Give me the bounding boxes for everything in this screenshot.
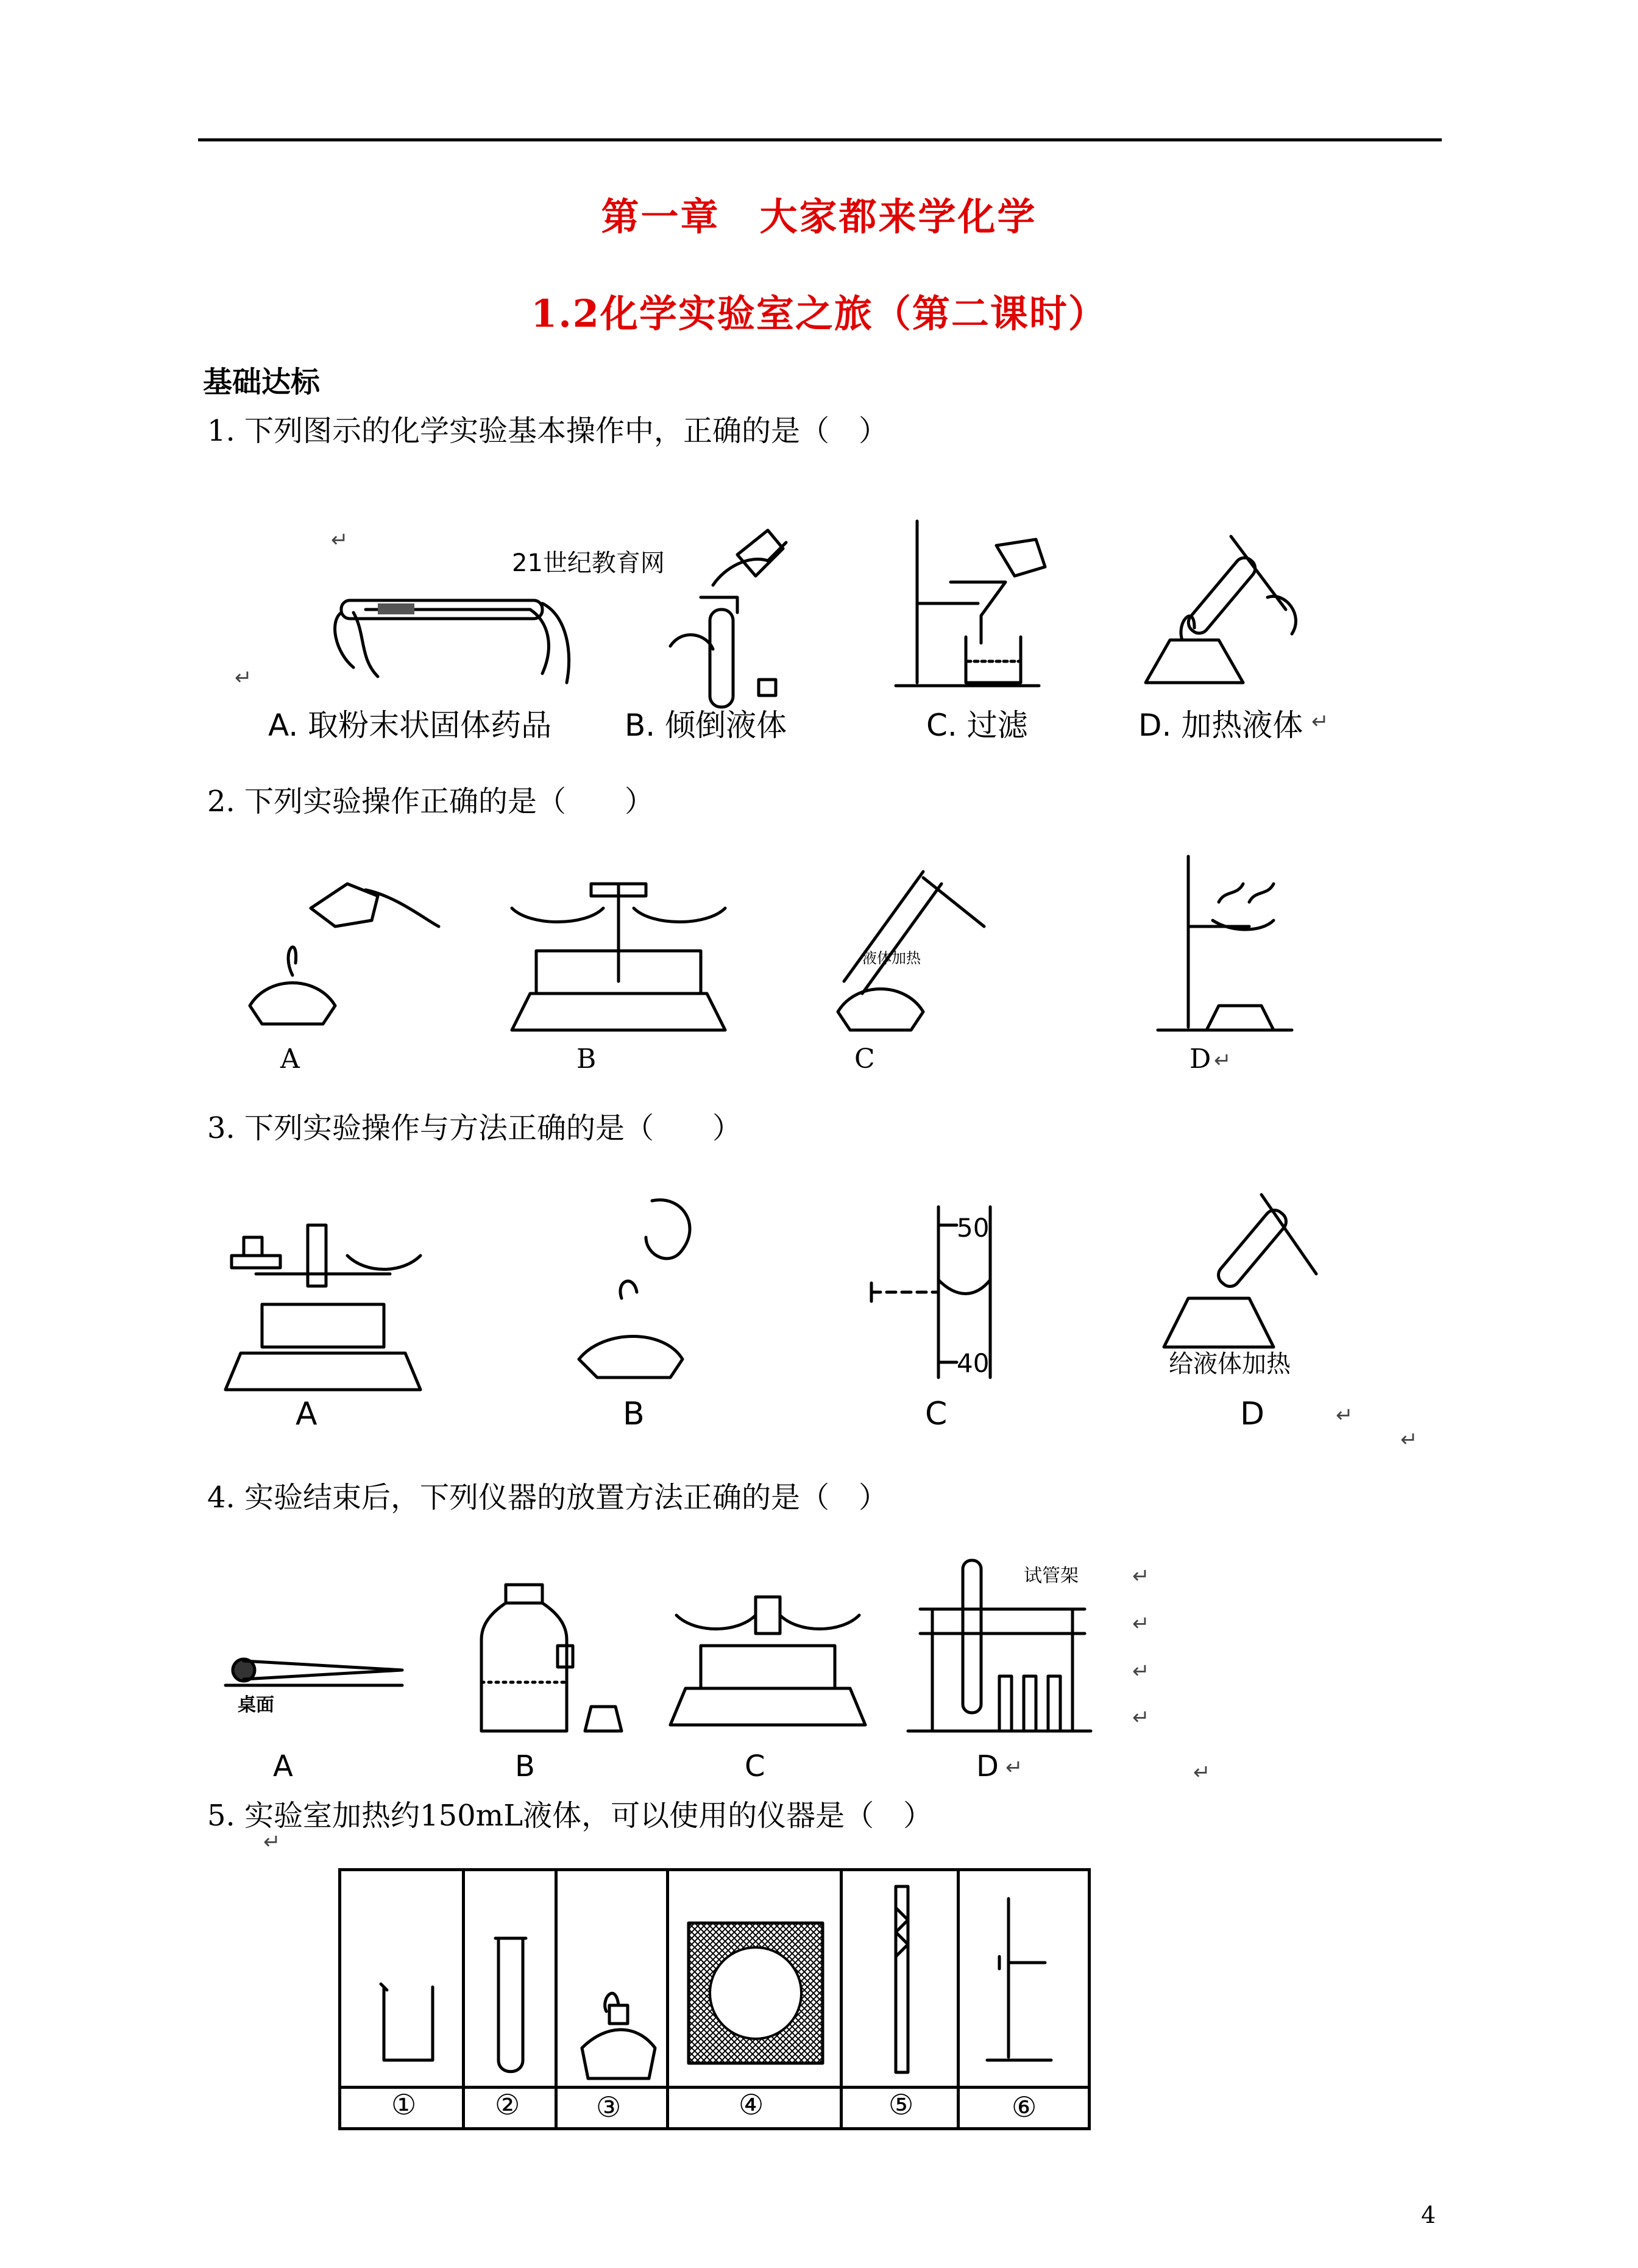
q2-option-b: B — [576, 1043, 597, 1075]
return-mark: ↵ — [331, 528, 349, 552]
question-5: 5. 实验室加热约150mL液体，可以使用的仪器是（ ） — [207, 1799, 933, 1833]
q4-tube-rack-label: 试管架 — [1024, 1565, 1079, 1587]
figure-1c-filtration — [893, 515, 1088, 698]
q3-option-c: C — [925, 1396, 948, 1432]
return-mark: ↵ — [1132, 1659, 1150, 1683]
q3-option-d: D — [1240, 1396, 1265, 1432]
question-3: 3. 下列实验操作与方法正确的是（ ） — [207, 1111, 742, 1145]
question-5-table — [338, 1868, 1091, 2130]
figure-1a-powder-sampling — [329, 567, 585, 689]
question-4: 4. 实验结束后，下列仪器的放置方法正确的是（ ） — [207, 1481, 888, 1515]
return-mark: ↵ — [1336, 1403, 1353, 1427]
table-number-3: ③ — [596, 2091, 622, 2124]
return-mark: ↵ — [1132, 1564, 1150, 1588]
section-label: 基础达标 — [203, 365, 321, 399]
q3-option-b: B — [623, 1396, 645, 1432]
table-number-1: ① — [391, 2088, 417, 2121]
question-2-figure — [232, 847, 1389, 1079]
q1-option-b: B. 倾倒液体 — [625, 708, 787, 743]
q4-table-label: 桌面 — [238, 1694, 274, 1716]
return-mark: ↵ — [1193, 1760, 1211, 1785]
test-tube-icon — [492, 1932, 529, 2078]
q3-option-a: A — [296, 1396, 317, 1432]
table-number-2: ② — [495, 2088, 520, 2121]
question-1: 1. 下列图示的化学实验基本操作中，正确的是（ ） — [207, 414, 888, 448]
lesson-title: 1.2化学实验室之旅（第二课时） — [531, 291, 1107, 336]
return-mark: ↵ — [235, 666, 252, 690]
q3-d-heating-label: 给液体加热 — [1169, 1350, 1291, 1378]
question-4-figure — [207, 1548, 1426, 1792]
q2-option-d: D — [1190, 1043, 1211, 1075]
watermark-text: 21世纪教育网 — [512, 549, 665, 577]
return-mark: ↵ — [263, 1830, 281, 1854]
q1-option-a: A. 取粉末状固体药品 — [268, 708, 552, 743]
q4-option-d: D — [976, 1749, 999, 1783]
return-mark: ↵ — [1132, 1705, 1150, 1730]
page-number: 4 — [1421, 2202, 1436, 2228]
figure-1b-pouring-liquid — [646, 518, 792, 713]
iron-stand-icon — [984, 1896, 1057, 2066]
q4-option-a: A — [273, 1749, 293, 1783]
figure-3c-cylinder — [865, 1201, 1024, 1384]
beaker-icon — [378, 1981, 439, 2066]
tube-holder-icon — [884, 1883, 920, 2078]
table-column-divider — [666, 1871, 669, 2127]
question-1-figure — [232, 506, 1389, 750]
table-column-divider — [555, 1871, 558, 2127]
q4-option-b: B — [515, 1749, 535, 1783]
q4-option-c: C — [745, 1749, 765, 1783]
figure-2c-heating — [832, 853, 1015, 1036]
table-row-divider — [341, 2086, 1088, 2089]
figure-1d-heating-liquid — [1133, 530, 1328, 695]
table-number-6: ⑥ — [1012, 2091, 1037, 2124]
return-mark: ↵ — [1214, 1048, 1232, 1073]
return-mark: ↵ — [1132, 1612, 1150, 1636]
cylinder-mark-50: 50 — [957, 1213, 990, 1243]
return-mark: ↵ — [1005, 1755, 1023, 1780]
return-mark: ↵ — [1311, 709, 1329, 734]
figure-4b-reagent-bottle — [475, 1579, 634, 1737]
table-column-divider — [840, 1871, 843, 2127]
return-mark: ↵ — [1400, 1427, 1418, 1452]
q2-option-c: C — [854, 1043, 875, 1075]
question-3-figure — [207, 1182, 1426, 1457]
q2-liquid-heating-label: 液体加热 — [862, 950, 921, 967]
figure-4c-balance — [664, 1591, 871, 1737]
figure-3b-person-lamp — [561, 1189, 743, 1384]
table-column-divider — [462, 1871, 465, 2127]
chapter-title: 第一章 大家都来学化学 — [601, 194, 1037, 239]
table-number-5: ⑤ — [888, 2088, 914, 2121]
wire-gauze-icon — [686, 1920, 826, 2066]
figure-3a-balance — [219, 1213, 427, 1396]
question-2: 2. 下列实验操作正确的是（ ） — [207, 784, 654, 819]
header-rule — [198, 138, 1442, 141]
figure-2d-evaporation — [1152, 853, 1322, 1036]
figure-2a-lighting-lamp — [244, 872, 445, 1030]
q2-option-a: A — [280, 1043, 300, 1075]
table-column-divider — [957, 1871, 960, 2127]
alcohol-lamp-icon — [576, 1957, 661, 2085]
q1-option-d: D. 加热液体 — [1138, 708, 1303, 743]
figure-3d-heating — [1158, 1189, 1365, 1359]
cylinder-mark-40: 40 — [957, 1348, 990, 1378]
q1-option-c: C. 过滤 — [926, 708, 1028, 743]
table-number-4: ④ — [739, 2088, 764, 2121]
figure-2b-balance — [506, 872, 737, 1042]
